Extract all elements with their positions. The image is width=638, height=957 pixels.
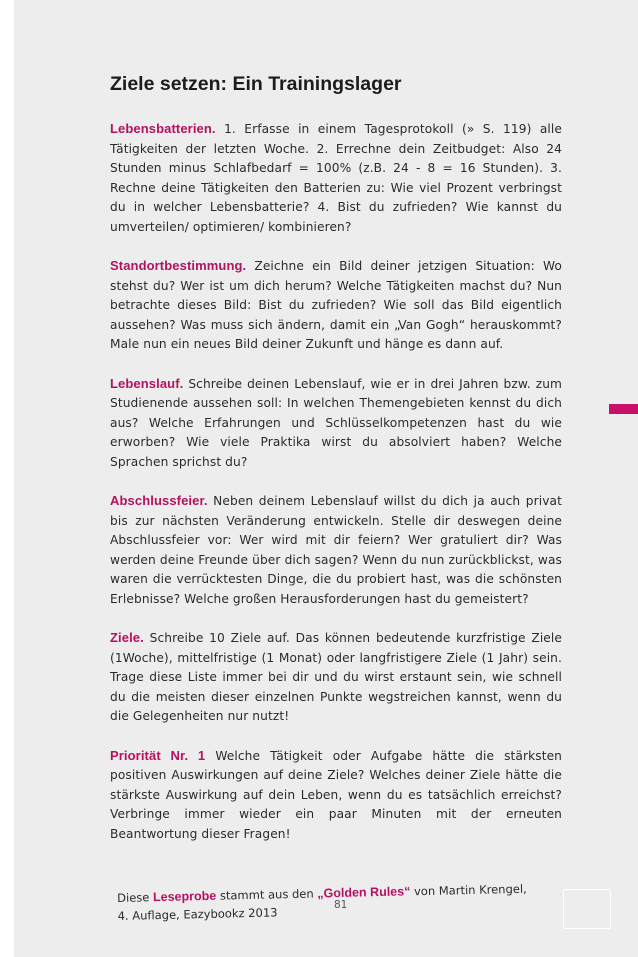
section-heading: Ziele.: [110, 630, 144, 645]
section-heading: Abschlussfeier.: [110, 493, 208, 508]
footer-suffix: von Martin Krengel,: [413, 881, 527, 899]
section-heading: Priorität Nr. 1: [110, 747, 206, 763]
section-text: Schreibe 10 Ziele auf. Das können bedeutende kurzfristige Ziele (1Woche), mittelfristige (1 Monat) oder langfristigere Ziele (1 Jahr) sein. Trage diese Liste immer bei dir und du wirst erstaunt sein, wie schnell du die meisten dieser einzelnen Punkte wegstreichen kannst, wenn du die Gelegenheiten nur nutzt!: [110, 631, 562, 723]
footer-book-title: „Golden Rules“: [317, 884, 411, 901]
footer-line-2: 4. Auflage, Eazybookz 2013: [117, 905, 278, 923]
section-prioritaet: [110, 746, 562, 845]
page-number: 81: [334, 899, 348, 911]
section-standortbestimmung: [110, 256, 562, 355]
section-abschlussfeier: [110, 491, 562, 609]
section-text: Neben deinem Lebenslauf willst du dich ja auch privat bis zur nächsten Veränderung entwickeln. Stelle dir deswegen deine Abschlussfeier vor: Wer wird mit dir feiern? Wer gratuliert dir? Was werden deine Freunde über dich sagen? Wenn du nun zurückblickst, was waren die verrücktesten Dinge, die du probiert hast, was die schönsten Erlebnisse? Welche großen Herausforderungen hast du gemeistert?: [110, 494, 562, 606]
corner-box: [563, 889, 611, 929]
chapter-tab-marker: [609, 404, 638, 414]
section-text: Zeichne ein Bild deiner jetzigen Situation: Wo stehst du? Wer ist um dich herum? Welche Tätigkeiten machst du? Nun betrachte dieses Bild: Bist du zufrieden? Wie soll das Bild eigentlich aussehen? Was muss sich ändern, damit ein „Van Gogh“ herauskommt? Male nun ein neues Bild deiner Zukunft und hänge es dann auf.: [110, 259, 562, 351]
section-lebensbatterien: [110, 119, 562, 237]
footer-middle: stammt aus den: [219, 886, 314, 903]
section-heading: Lebensbatterien.: [110, 121, 216, 136]
section-text: 1. Erfasse in einem Tagesprotokoll (» S. 119) alle Tätigkeiten der letzten Woche. 2. Errechne dein Zeitbudget: Also 24 Stunden minus Schlafbedarf = 100% (z.B. 24 - 8 = 16 Stunden). 3. Rechne deine Tätigkeiten den Batterien zu: Wie viel Prozent verbringst du in welcher Lebensbatterie? 4. Bist du zufrieden? Wie kannst du umverteilen/ optimieren/ kombinieren?: [110, 122, 562, 234]
content-body: [110, 119, 562, 863]
footer-leseprobe: Leseprobe: [152, 888, 217, 905]
section-text: Schreibe deinen Lebenslauf, wie er in drei Jahren bzw. zum Studienende aussehen soll: In welchen Themengebieten kennst du dich aus? Welche Erfahrungen und Schlüsselkompetenzen hast du wie erworben? Wie viele Praktika wirst du absolviert haben? Welche Sprachen sprichst du?: [110, 376, 562, 469]
section-heading: Lebenslauf.: [110, 375, 184, 391]
section-lebenslauf: [110, 374, 562, 473]
page-title: Ziele setzen: Ein Trainingslager: [110, 73, 402, 95]
section-text: Welche Tätigkeit oder Aufgabe hätte die stärksten positiven Auswirkungen auf deine Ziele? Welches deiner Ziele hätte die stärkste Auswirkung auf dein Leben, wenn du es tatsächlich erreichst? Verbringe immer wieder ein paar Minuten mit der erneuten Beantwortung dieser Fragen!: [110, 748, 563, 841]
footer-prefix: Diese: [117, 890, 150, 905]
section-heading: Standortbestimmung.: [110, 258, 247, 273]
section-ziele: [110, 628, 562, 727]
